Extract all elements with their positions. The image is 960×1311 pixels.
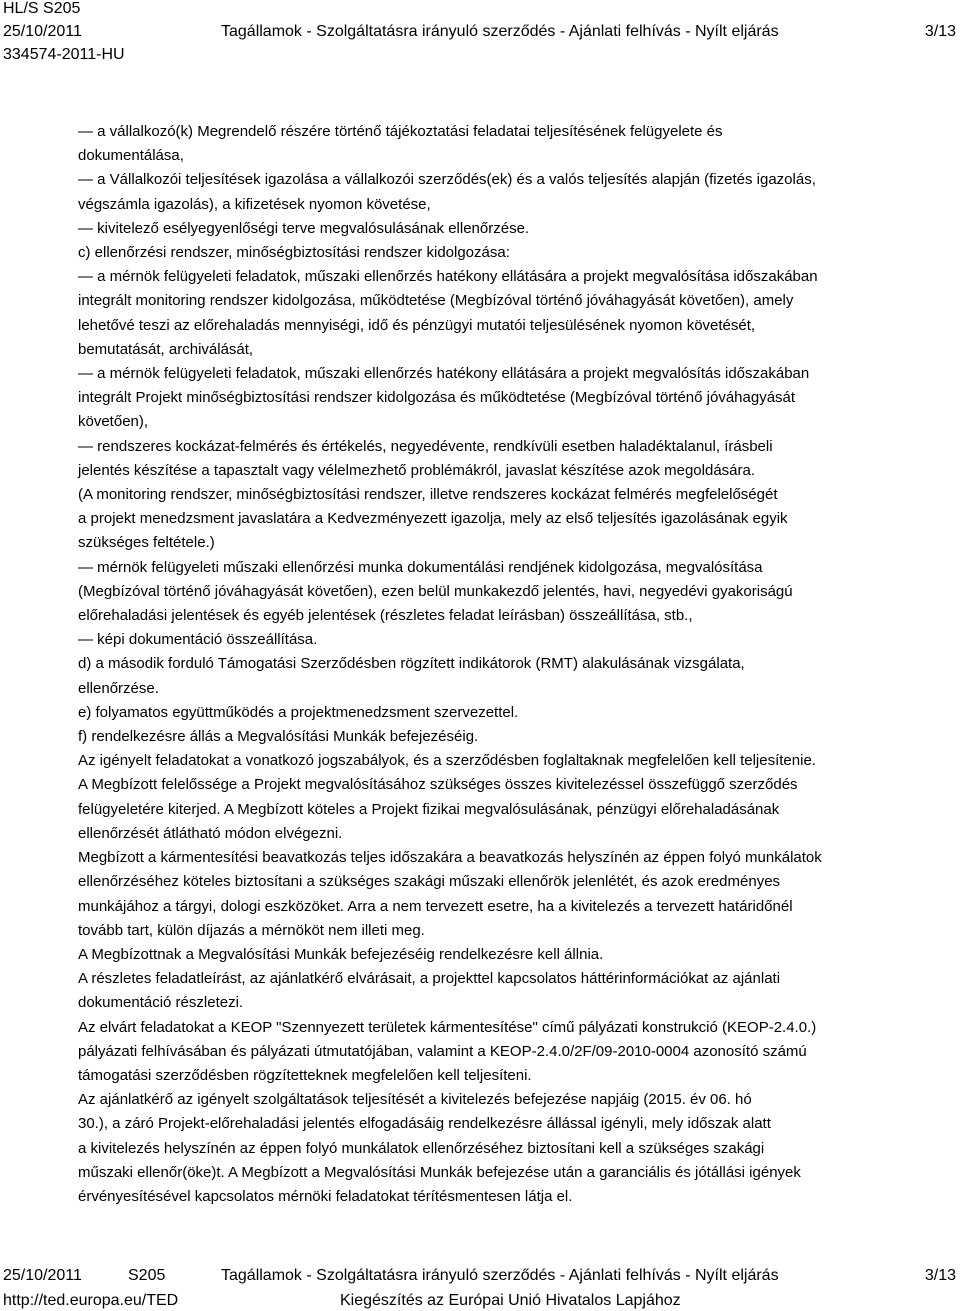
paragraph: A Megbízottnak a Megvalósítási Munkák befejezéséig rendelkezésre kell állnia.: [78, 945, 604, 963]
footer-date: 25/10/2011: [3, 1267, 82, 1284]
paragraph: e) folyamatos együttműködés a projektmenedzsment szervezettel.: [78, 703, 519, 721]
header-series: HL/S S205: [3, 0, 81, 17]
paragraph: — a vállalkozó(k) Megrendelő részére történő tájékoztatási feladatai teljesítésének felügyelete és dokumentálása, — a Vállalkozói teljesítések igazolása a vállalkozói szerződés(ek) és a valós teljesítés alapján (fizetés igazolás, végszámla igazolás), a kifizetések nyomon követése, — kivitelező esélyegyenlőségi terve megvalósulásának ellenőrzése.: [78, 123, 816, 237]
header-page-number: 3/13: [924, 23, 956, 40]
paragraph: Az ajánlatkérő az igényelt szolgáltatások teljesítését a kivitelezés befejezése napjáig (2015. év 06. hó 30.), a záró Projekt-előrehaladási jelentés elfogadásáig rendelkezésre állással igényli, mely időszak alatt a kivitelezés helyszínén az éppen folyó munkálatok ellenőrzéséhez biztosítani kell a szükséges szakági műszaki ellenőr(öke)t. A Megbízott a Megvalósítási Munkák befejezése után a garanciális és jótállási igények érvényesítésével kapcsolatos mérnöki feladatokat térítésmentesen látja el.: [78, 1091, 801, 1205]
header-title: Tagállamok - Szolgáltatásra irányuló szerződés - Ajánlati felhívás - Nyílt eljárás: [221, 23, 779, 40]
paragraph: Megbízott a kármentesítési beavatkozás teljes időszakára a beavatkozás helyszínén az éppen folyó munkálatok ellenőrzéséhez köteles biztosítani a szükséges szakági műszaki ellenőrök jelenlétét, és azok eredményes munkájához a tárgyi, dologi eszközöket. Arra a nem tervezett esetre, ha a kivitelezés a tervezett határidőnél tovább tart, külön díjazás a mérnököt nem illeti meg.: [78, 849, 822, 939]
paragraph: A Megbízott felelőssége a Projekt megvalósításához szükséges összes kivitelezéssel összefüggő szerződés felügyeletére kiterjed. A Megbízott köteles a Projekt fizikai megvalósulásának, pénzügyi előrehaladásának ellenőrzését átlátható módon elvégezni.: [78, 776, 798, 842]
paragraph: c) ellenőrzési rendszer, minőségbiztosítási rendszer kidolgozása: — a mérnök felügyeleti feladatok, műszaki ellenőrzés hatékony ellátására a projekt megvalósítása időszakában integrált monitoring rendszer kidolgozása, működtetése (Megbízóval történő jóváhagyását követően), amely lehetővé teszi az előrehaladás mennyiségi, idő és pénzügyi mutatói teljesülésének nyomon követését, bemutatását, archiválását, — a mérnök felügyeleti feladatok, műszaki ellenőrzés hatékony ellátására a projekt megvalósítás időszakában integrált Projekt minőségbiztosítási rendszer kidolgozása és működtetése (Megbízóval történő jóváhagyását követően), — rendszeres kockázat-felmérés és értékelés, negyedévente, rendkívüli esetben haladéktalanul, írásbeli jelentés készítése a tapasztalt vagy vélelmezhető problémákról, javaslat készítése azok megoldására.: [78, 244, 818, 479]
footer-url: http://ted.europa.eu/TED: [3, 1292, 179, 1309]
footer-title: Tagállamok - Szolgáltatásra irányuló szerződés - Ajánlati felhívás - Nyílt eljárás: [221, 1267, 779, 1284]
header-doc-id: 334574-2011-HU: [3, 46, 125, 63]
paragraph: Az igényelt feladatokat a vonatkozó jogszabályok, és a szerződésben foglaltaknak megfelelően kell teljesítenie.: [78, 752, 816, 770]
document-body: [78, 120, 958, 1209]
paragraph: (A monitoring rendszer, minőségbiztosítási rendszer, illetve rendszeres kockázat felmérés megfelelőségét a projekt menedzsment javaslatára a Kedvezményezett igazolja, mely az első teljesítés igazolásának egyik szükséges feltétele.) — mérnök felügyeleti műszaki ellenőrzési munka dokumentálási rendjének kidolgozása, megvalósítása (Megbízóval történő jóváhagyását követően), ezen belül munkakezdő jelentés, havi, negyedévi gyakoriságú előrehaladási jelentések és egyéb jelentések (részletes feladat leírásban) összeállítása, stb., — képi dokumentáció összeállítása.: [78, 486, 793, 649]
paragraph: A részletes feladatleírást, az ajánlatkérő elvárásait, a projekttel kapcsolatos háttérinformációkat az ajánlati dokumentáció részletezi.: [78, 970, 781, 1012]
footer-publication: Kiegészítés az Európai Unió Hivatalos Lapjához: [340, 1292, 681, 1309]
page-footer: [0, 1263, 960, 1311]
paragraph: d) a második forduló Támogatási Szerződésben rögzített indikátorok (RMT) alakulásának vizsgálata, ellenőrzése.: [78, 655, 745, 697]
footer-page-number: 3/13: [924, 1267, 956, 1284]
header-date: 25/10/2011: [3, 23, 82, 40]
footer-code: S205: [128, 1267, 166, 1284]
paragraph: Az elvárt feladatokat a KEOP "Szennyezett területek kármentesítése" című pályázati konstrukció (KEOP-2.4.0.) pályázati felhívásában és pályázati útmutatójában, valamint a KEOP-2.4.0/2F/09-2010-0004 azonosító számú támogatási szerződésben rögzítetteknek megfelelően kell teljesíteni.: [78, 1018, 817, 1084]
page-header: [0, 0, 960, 72]
paragraph: f) rendelkezésre állás a Megvalósítási Munkák befejezéséig.: [78, 728, 479, 746]
